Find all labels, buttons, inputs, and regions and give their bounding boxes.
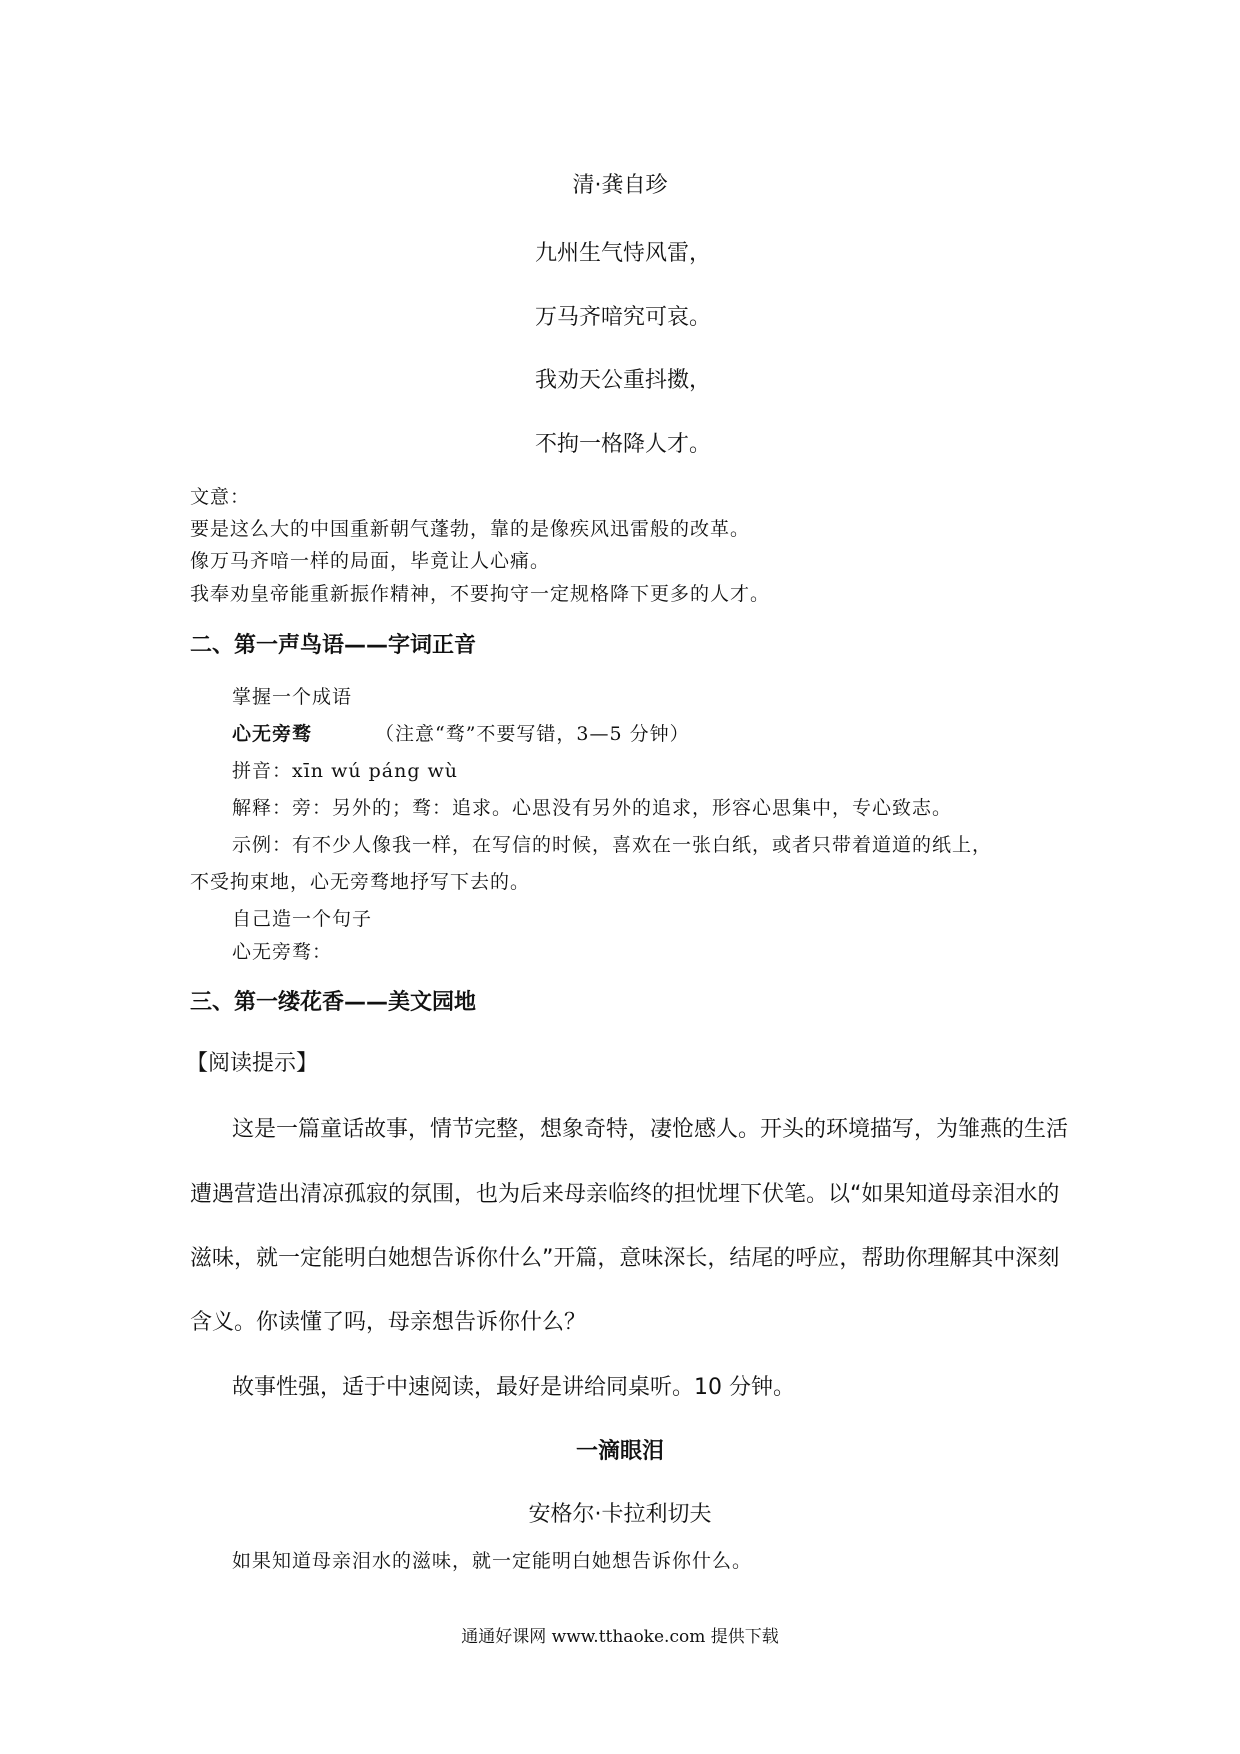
idiom-explanation: 解释：旁：另外的；骛：追求。心思没有另外的追求，形容心思集中，专心致志。 (232, 797, 953, 819)
story-first-line: 如果知道母亲泪水的滋味，就一定能明白她想告诉你什么。 (232, 1550, 753, 1572)
idiom-example-line-1: 示例：有不少人像我一样，在写信的时候，喜欢在一张白纸，或者只带着道道的纸上， (232, 834, 993, 856)
poem-author: 清·龚自珍 (572, 173, 668, 198)
section2-intro: 掌握一个成语 (232, 686, 353, 708)
meaning-line-1: 要是这么大的中国重新朝气蓬勃，靠的是像疾风迅雷般的改革。 (190, 518, 751, 540)
poem-line-2: 万马齐喑究可哀。 (535, 305, 712, 330)
meaning-line-3: 我奉劝皇帝能重新振作精神，不要拘守一定规格降下更多的人才。 (190, 583, 771, 605)
story-title: 一滴眼泪 (575, 1439, 664, 1464)
idiom-note: （注意“骛”不要写错，3—5 分钟） (375, 723, 690, 745)
story-author: 安格尔·卡拉利切夫 (528, 1502, 712, 1527)
reading-tip-line-4: 含义。你读懂了吗，母亲想告诉你什么？ (190, 1310, 587, 1335)
section3-heading: 三、第一缕花香——美文园地 (190, 990, 477, 1015)
idiom-pinyin: 拼音：xīn wú páng wù (232, 760, 459, 782)
section2-heading: 二、第一声鸟语——字词正音 (190, 633, 477, 658)
footer-text: 通通好课网 www.tthaoke.com 提供下载 (461, 1627, 779, 1647)
idiom: 心无旁骛 (232, 723, 313, 745)
meaning-line-2: 像万马齐喑一样的局面，毕竟让人心痛。 (190, 550, 551, 572)
poem-line-1: 九州生气恃风雷， (535, 241, 712, 266)
poem-line-4: 不拘一格降人才。 (535, 432, 712, 457)
make-sentence-label: 自己造一个句子 (232, 908, 373, 930)
make-sentence-prompt: 心无旁骛： (232, 941, 333, 963)
poem-line-3: 我劝天公重抖擞， (535, 368, 712, 393)
meaning-label: 文意： (190, 486, 251, 508)
reading-tip-line-1: 这是一篇童话故事，情节完整，想象奇特，凄怆感人。开头的环境描写，为雏燕的生活 (232, 1117, 1069, 1142)
reading-tip-extra: 故事性强，适于中速阅读，最好是讲给同桌听。10 分钟。 (232, 1375, 795, 1400)
reading-tip-label: 【阅读提示】 (186, 1051, 319, 1076)
reading-tip-line-3: 滋味，就一定能明白她想告诉你什么”开篇，意味深长，结尾的呼应，帮助你理解其中深刻 (190, 1246, 1060, 1271)
idiom-example-line-2: 不受拘束地，心无旁骛地抒写下去的。 (190, 871, 531, 893)
reading-tip-line-2: 遭遇营造出清凉孤寂的氛围，也为后来母亲临终的担忧埋下伏笔。以“如果知道母亲泪水的 (190, 1182, 1060, 1207)
